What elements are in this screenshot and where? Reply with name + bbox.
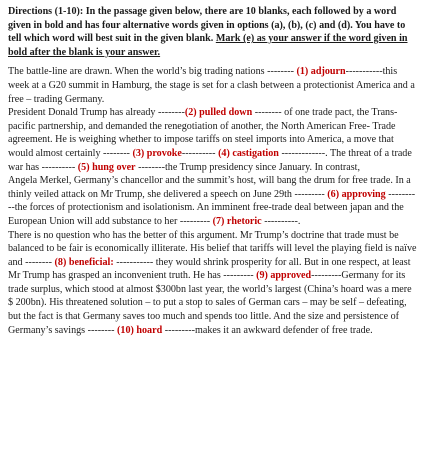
directions (8, 5, 418, 59)
paragraph-2 (8, 106, 418, 174)
blank-10: (10) hoard (117, 324, 163, 336)
blank-5: (5) hung over (77, 161, 136, 173)
blank-6: (6) approving (327, 188, 386, 200)
text-segment: ---------- (181, 147, 216, 159)
paragraph-4 (8, 229, 418, 338)
text-segment: ----------- they would shrink prosperity for all. But in one respect, at least Mr Trump has grasped an inconvenient truth. He has --------- (8, 256, 411, 282)
text-segment: The battle-line are drawn. When the world’s big trading nations -------- (8, 66, 294, 78)
blank-9: (9) approved (256, 270, 312, 282)
paragraph-3 (8, 174, 418, 228)
text-segment: -------- of one trade pact, the Trans-pacific partnership, and demanded the renegotiation of another, the North American Free- Trade agreement. He is weighing whether to impose tariffs on steel imports into America, a move that would almost certainly -------- (8, 107, 398, 159)
blank-8: (8) beneficial: (54, 256, 114, 268)
text-segment: ----------. (264, 215, 301, 227)
text-segment: ----------the forces of protectionism and isolationism. An imminent free-trade deal between japan and the European Union will add substance to her --------- (8, 188, 416, 227)
blank-4: (4) castigation (218, 147, 279, 159)
text-segment: ---------Germany for its trade surplus, which stood at almost $300bn last year, the world’s largest (China’s hoard was a mere $ 200bn). His threatened solution – to put a stop to sales of German cars – may be self – defeating, but the fact is that Germany saves too much and spends too little. And the size and persistence of Germany’s savings -------- (8, 270, 412, 336)
text-segment: ---------makes it an awkward defender of free trade. (164, 324, 373, 336)
text-segment: --------the Trump presidency since January. In contrast, (138, 161, 360, 173)
blank-3: (3) provoke (132, 147, 182, 159)
blank-2: (2) pulled down (184, 107, 253, 119)
directions-underlined: Mark (e) as your answer if the word given in bold after the blank is your answer. (8, 33, 408, 58)
paragraph-1 (8, 65, 418, 106)
text-segment: Angela Merkel, Germany’s chancellor and the summit’s host, will bang the drum for free trade. In a thinly veiled attack on Mr Trump, she delivered a speech on June 29th --------- (8, 175, 411, 200)
document-page (8, 5, 418, 337)
text-segment: -------------. The threat of a trade war has ---------- (8, 147, 412, 173)
blank-1: (1) adjourn (296, 66, 346, 78)
text-segment: -----------this week at a G20 summit in Hamburg, the stage is set for a clash between a protectionist America and a free – trading Germany. (8, 66, 415, 105)
text-segment: There is no question who has the better of this argument. Mr Trump’s doctrine that trade must be balanced to be fair is economically illiterate. His belief that tariffs will level the playing field is naïve and -------- (8, 229, 417, 268)
blank-7: (7) rhetoric (212, 215, 262, 227)
passage (8, 65, 418, 337)
text-segment: President Donald Trump has already -------- (8, 107, 185, 119)
directions-text: Directions (1-10): In the passage given below, there are 10 blanks, each followed by a word given in bold and has four alternative words given in options (a), (b), (c) and (d). You have to tell which word will best suit in the given blank. (8, 6, 406, 45)
